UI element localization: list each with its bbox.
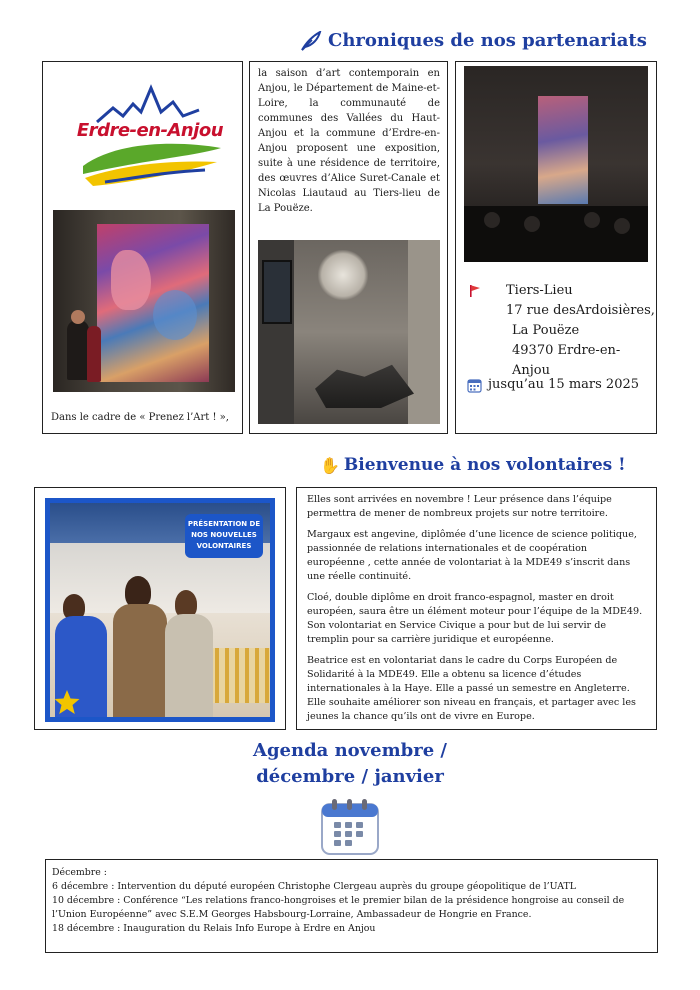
caption-left: Dans le cadre de « Prenez l’Art ! », [51,412,229,423]
volunteers-heading-text: Bienvenue à nos volontaires ! [343,455,626,475]
agenda-title [200,738,500,790]
address-line-3: La Pouëze [512,323,580,338]
partnerships-heading-text: Chroniques de nos partenariats [328,30,647,51]
partnerships-heading [300,30,647,51]
exhibition-description: la saison d’art contemporain en Anjou, le Département de Maine-et-Loire, la communauté de communes des Vallées du Haut-Anjou et la commune d’Erdre-en-Anjou proposent une exposition, suite à une résidence de territoire, des œuvres d’Alice Suret-Canale et Nicolas Liautaud au Tiers-lieu de La Pouëze. [258,68,440,214]
volunteers-heading [320,455,626,475]
address-line-1: Tiers-Lieu [506,283,573,298]
calendar-icon [320,798,380,856]
flag-icon [468,284,482,298]
partner-box-middle [249,61,448,434]
calendar-icon [467,378,482,393]
feather-icon [300,31,322,51]
logo-text: Erdre-en-Anjou [76,120,224,141]
agenda-box [45,859,658,953]
exhibition-visitors-photo [464,66,648,262]
volunteers-paragraph: Elles sont arrivées en novembre ! Leur présence dans l’équipe permettra de mener de nombreux projets sur notre territoire. [307,494,612,519]
partner-box-right [455,61,657,434]
volunteers-paragraph: Cloé, double diplôme en droit franco-espagnol, master en droit européen, saura être un élément moteur pour l’équipe de la MDE49. Son volontariat en Service Civique a pour but de lui servir de tremplin pour sa carrière juridique et européenne. [307,592,643,645]
agenda-event: 10 décembre : Conférence “Les relations franco-hongroises et le premier bilan de la présidence hongroise au conseil de l’Union Européenne” avec S.E.M Georges Habsbourg-Lorraine, Ambassadeur de Hongrie en France. [52,895,625,920]
exhibition-room-photo [258,240,440,424]
photo-banner: PRÉSENTATION DE NOS NOUVELLES VOLONTAIRES [185,514,263,558]
address-line-4: 49370 Erdre-en-Anjou [512,343,621,378]
volunteers-photo-box [34,487,286,730]
exhibition-painting-photo [53,210,235,392]
agenda-title-line-2: décembre / janvier [256,766,444,787]
agenda-month: Décembre : [52,867,107,878]
volunteers-paragraph: Margaux est angevine, diplômée d’une licence de science politique, passionnée de relations internationales et de coopération européenne , cette année de volontariat à la MDE49 s’inscrit dans une réelle continuité. [307,529,637,582]
exhibition-date: jusqu’au 15 mars 2025 [488,377,640,392]
partner-box-left [42,61,243,434]
waving-hand-icon: ✋ [320,455,340,475]
volunteers-text-box [296,487,657,730]
volunteers-paragraph: Beatrice est en volontariat dans le cadre du Corps Européen de Solidarité à la MDE49. Elle a obtenu sa licence d’études internationales à la Haye. Elle a passé un semestre en Angleterre. Elle souhaite améliorer son niveau en français, et partager avec les jeunes la chance qu’ils ont de vivre en Europe. [307,655,636,722]
agenda-event: 6 décembre : Intervention du député européen Christophe Clergeau auprès du groupe géopolitique de l’UATL [52,881,576,892]
address-line-2: 17 rue desArdoisières, [506,303,655,318]
address-block [506,281,656,381]
agenda-title-line-1: Agenda novembre / [252,740,448,761]
star-icon [53,688,81,716]
volunteers-photo [45,498,275,722]
erdre-en-anjou-logo [75,82,225,190]
agenda-event: 18 décembre : Inauguration du Relais Info Europe à Erdre en Anjou [52,923,376,934]
